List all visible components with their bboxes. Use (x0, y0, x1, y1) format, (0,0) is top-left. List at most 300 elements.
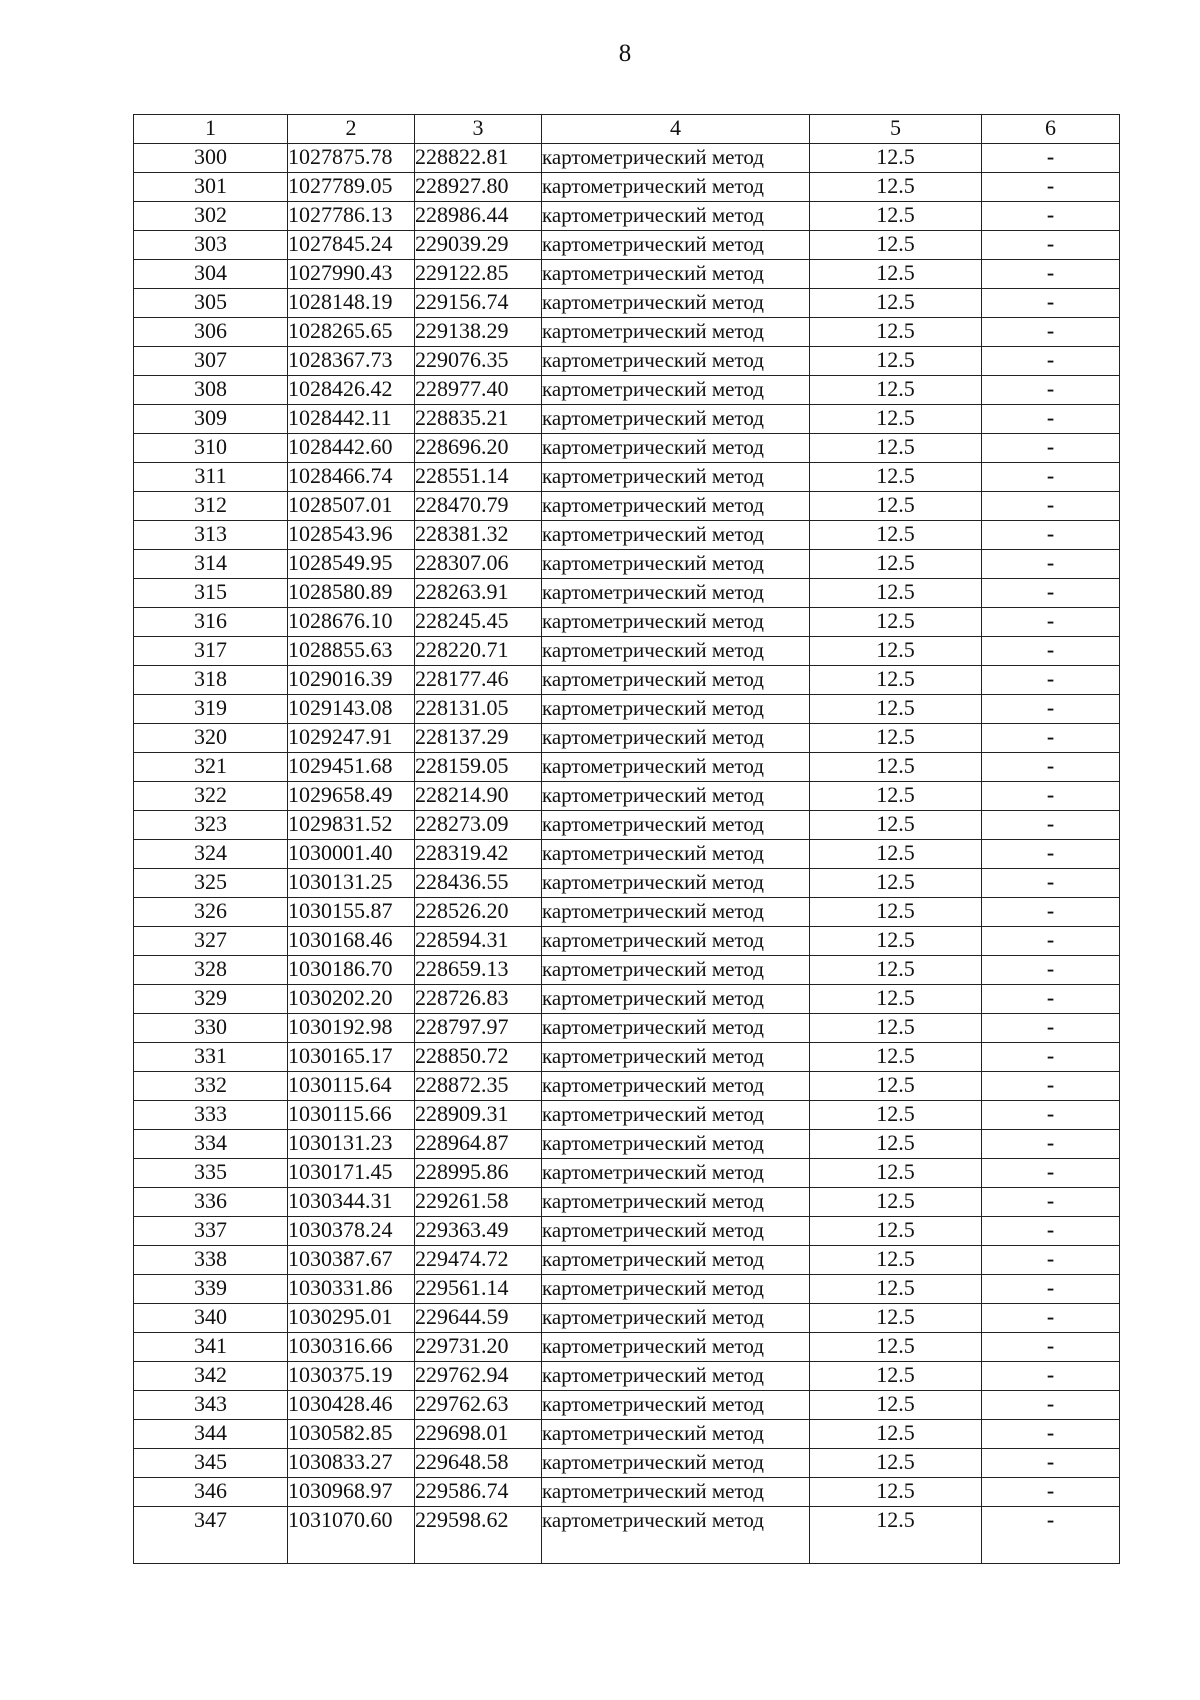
accuracy-cell: 12.5 (810, 1159, 982, 1188)
point-number-cell: 345 (134, 1449, 288, 1478)
accuracy-cell: 12.5 (810, 898, 982, 927)
y-coordinate-cell: 229698.01 (415, 1420, 542, 1449)
table-row (134, 463, 1120, 492)
method-cell: картометрический метод (542, 289, 810, 318)
note-cell: - (982, 202, 1120, 231)
method-cell: картометрический метод (542, 318, 810, 347)
y-coordinate-cell: 229648.58 (415, 1449, 542, 1478)
point-number-cell: 318 (134, 666, 288, 695)
accuracy-cell: 12.5 (810, 289, 982, 318)
accuracy-cell: 12.5 (810, 376, 982, 405)
point-number-cell: 317 (134, 637, 288, 666)
x-coordinate-cell: 1030582.85 (288, 1420, 415, 1449)
accuracy-cell: 12.5 (810, 1130, 982, 1159)
note-cell: - (982, 260, 1120, 289)
x-coordinate-cell: 1030171.45 (288, 1159, 415, 1188)
y-coordinate-cell: 228850.72 (415, 1043, 542, 1072)
table-row (134, 1159, 1120, 1188)
note-cell: - (982, 956, 1120, 985)
method-cell: картометрический метод (542, 1304, 810, 1333)
y-coordinate-cell: 228835.21 (415, 405, 542, 434)
note-cell: - (982, 1478, 1120, 1507)
accuracy-cell: 12.5 (810, 753, 982, 782)
y-coordinate-cell: 229076.35 (415, 347, 542, 376)
x-coordinate-cell: 1027875.78 (288, 144, 415, 173)
accuracy-cell: 12.5 (810, 927, 982, 956)
method-cell: картометрический метод (542, 144, 810, 173)
accuracy-cell: 12.5 (810, 869, 982, 898)
table-row (134, 173, 1120, 202)
y-coordinate-cell: 229762.94 (415, 1362, 542, 1391)
table-row (134, 260, 1120, 289)
note-cell: - (982, 405, 1120, 434)
note-cell: - (982, 347, 1120, 376)
point-number-cell: 327 (134, 927, 288, 956)
table-row (134, 1275, 1120, 1304)
y-coordinate-cell: 228214.90 (415, 782, 542, 811)
x-coordinate-cell: 1031070.60 (288, 1507, 415, 1564)
x-coordinate-cell: 1027786.13 (288, 202, 415, 231)
y-coordinate-cell: 229261.58 (415, 1188, 542, 1217)
point-number-cell: 343 (134, 1391, 288, 1420)
accuracy-cell: 12.5 (810, 782, 982, 811)
x-coordinate-cell: 1027845.24 (288, 231, 415, 260)
point-number-cell: 322 (134, 782, 288, 811)
table-row (134, 1101, 1120, 1130)
table-header-row (134, 115, 1120, 144)
accuracy-cell: 12.5 (810, 521, 982, 550)
y-coordinate-cell: 228381.32 (415, 521, 542, 550)
note-cell: - (982, 1043, 1120, 1072)
table-row (134, 347, 1120, 376)
table-row (134, 1333, 1120, 1362)
point-number-cell: 338 (134, 1246, 288, 1275)
x-coordinate-cell: 1028426.42 (288, 376, 415, 405)
note-cell: - (982, 144, 1120, 173)
accuracy-cell: 12.5 (810, 579, 982, 608)
method-cell: картометрический метод (542, 1333, 810, 1362)
y-coordinate-cell: 228436.55 (415, 869, 542, 898)
x-coordinate-cell: 1029451.68 (288, 753, 415, 782)
accuracy-cell: 12.5 (810, 695, 982, 724)
column-header-4: 4 (542, 115, 810, 144)
note-cell: - (982, 811, 1120, 840)
method-cell: картометрический метод (542, 927, 810, 956)
accuracy-cell: 12.5 (810, 1391, 982, 1420)
y-coordinate-cell: 229762.63 (415, 1391, 542, 1420)
method-cell: картометрический метод (542, 1101, 810, 1130)
note-cell: - (982, 1014, 1120, 1043)
accuracy-cell: 12.5 (810, 637, 982, 666)
table-row (134, 1072, 1120, 1101)
table-row (134, 434, 1120, 463)
x-coordinate-cell: 1029658.49 (288, 782, 415, 811)
point-number-cell: 307 (134, 347, 288, 376)
note-cell: - (982, 463, 1120, 492)
table-row (134, 1304, 1120, 1333)
table-row (134, 1130, 1120, 1159)
x-coordinate-cell: 1029831.52 (288, 811, 415, 840)
note-cell: - (982, 550, 1120, 579)
accuracy-cell: 12.5 (810, 1304, 982, 1333)
accuracy-cell: 12.5 (810, 1246, 982, 1275)
point-number-cell: 340 (134, 1304, 288, 1333)
method-cell: картометрический метод (542, 260, 810, 289)
accuracy-cell: 12.5 (810, 985, 982, 1014)
y-coordinate-cell: 228977.40 (415, 376, 542, 405)
method-cell: картометрический метод (542, 347, 810, 376)
x-coordinate-cell: 1028855.63 (288, 637, 415, 666)
table-row (134, 1391, 1120, 1420)
table-row (134, 1217, 1120, 1246)
y-coordinate-cell: 228470.79 (415, 492, 542, 521)
y-coordinate-cell: 228797.97 (415, 1014, 542, 1043)
y-coordinate-cell: 229474.72 (415, 1246, 542, 1275)
table-row (134, 318, 1120, 347)
method-cell: картометрический метод (542, 202, 810, 231)
table-row (134, 1362, 1120, 1391)
x-coordinate-cell: 1030001.40 (288, 840, 415, 869)
table-row (134, 1507, 1120, 1564)
accuracy-cell: 12.5 (810, 1217, 982, 1246)
y-coordinate-cell: 228159.05 (415, 753, 542, 782)
method-cell: картометрический метод (542, 521, 810, 550)
x-coordinate-cell: 1030833.27 (288, 1449, 415, 1478)
point-number-cell: 309 (134, 405, 288, 434)
method-cell: картометрический метод (542, 1507, 810, 1564)
method-cell: картометрический метод (542, 1159, 810, 1188)
method-cell: картометрический метод (542, 1420, 810, 1449)
accuracy-cell: 12.5 (810, 260, 982, 289)
accuracy-cell: 12.5 (810, 608, 982, 637)
point-number-cell: 321 (134, 753, 288, 782)
method-cell: картометрический метод (542, 1391, 810, 1420)
note-cell: - (982, 1449, 1120, 1478)
note-cell: - (982, 1275, 1120, 1304)
y-coordinate-cell: 228872.35 (415, 1072, 542, 1101)
y-coordinate-cell: 228927.80 (415, 173, 542, 202)
note-cell: - (982, 1217, 1120, 1246)
point-number-cell: 323 (134, 811, 288, 840)
x-coordinate-cell: 1028367.73 (288, 347, 415, 376)
point-number-cell: 344 (134, 1420, 288, 1449)
note-cell: - (982, 1188, 1120, 1217)
accuracy-cell: 12.5 (810, 811, 982, 840)
accuracy-cell: 12.5 (810, 666, 982, 695)
point-number-cell: 339 (134, 1275, 288, 1304)
y-coordinate-cell: 229156.74 (415, 289, 542, 318)
point-number-cell: 334 (134, 1130, 288, 1159)
column-header-5: 5 (810, 115, 982, 144)
accuracy-cell: 12.5 (810, 202, 982, 231)
note-cell: - (982, 666, 1120, 695)
table-row (134, 869, 1120, 898)
note-cell: - (982, 434, 1120, 463)
x-coordinate-cell: 1030131.25 (288, 869, 415, 898)
point-number-cell: 331 (134, 1043, 288, 1072)
accuracy-cell: 12.5 (810, 434, 982, 463)
page-number: 8 (618, 40, 632, 67)
table-body (134, 144, 1120, 1564)
column-header-3: 3 (415, 115, 542, 144)
method-cell: картометрический метод (542, 492, 810, 521)
point-number-cell: 325 (134, 869, 288, 898)
x-coordinate-cell: 1028442.11 (288, 405, 415, 434)
point-number-cell: 319 (134, 695, 288, 724)
accuracy-cell: 12.5 (810, 318, 982, 347)
point-number-cell: 342 (134, 1362, 288, 1391)
point-number-cell: 335 (134, 1159, 288, 1188)
table-row (134, 1449, 1120, 1478)
point-number-cell: 329 (134, 985, 288, 1014)
method-cell: картометрический метод (542, 434, 810, 463)
x-coordinate-cell: 1030295.01 (288, 1304, 415, 1333)
table-row (134, 144, 1120, 173)
accuracy-cell: 12.5 (810, 144, 982, 173)
point-number-cell: 311 (134, 463, 288, 492)
method-cell: картометрический метод (542, 637, 810, 666)
method-cell: картометрический метод (542, 1449, 810, 1478)
table-row (134, 811, 1120, 840)
table-row (134, 579, 1120, 608)
x-coordinate-cell: 1028676.10 (288, 608, 415, 637)
note-cell: - (982, 1333, 1120, 1362)
method-cell: картометрический метод (542, 869, 810, 898)
table-row (134, 956, 1120, 985)
coordinates-table (133, 114, 1120, 1564)
y-coordinate-cell: 228726.83 (415, 985, 542, 1014)
method-cell: картометрический метод (542, 608, 810, 637)
point-number-cell: 306 (134, 318, 288, 347)
y-coordinate-cell: 229586.74 (415, 1478, 542, 1507)
x-coordinate-cell: 1030378.24 (288, 1217, 415, 1246)
table-row (134, 1246, 1120, 1275)
note-cell: - (982, 898, 1120, 927)
x-coordinate-cell: 1030387.67 (288, 1246, 415, 1275)
point-number-cell: 324 (134, 840, 288, 869)
y-coordinate-cell: 228659.13 (415, 956, 542, 985)
x-coordinate-cell: 1030316.66 (288, 1333, 415, 1362)
method-cell: картометрический метод (542, 985, 810, 1014)
y-coordinate-cell: 229598.62 (415, 1507, 542, 1564)
point-number-cell: 332 (134, 1072, 288, 1101)
method-cell: картометрический метод (542, 811, 810, 840)
y-coordinate-cell: 229561.14 (415, 1275, 542, 1304)
method-cell: картометрический метод (542, 1275, 810, 1304)
table-row (134, 492, 1120, 521)
method-cell: картометрический метод (542, 840, 810, 869)
y-coordinate-cell: 228986.44 (415, 202, 542, 231)
table-row (134, 753, 1120, 782)
method-cell: картометрический метод (542, 782, 810, 811)
point-number-cell: 312 (134, 492, 288, 521)
point-number-cell: 330 (134, 1014, 288, 1043)
x-coordinate-cell: 1030331.86 (288, 1275, 415, 1304)
method-cell: картометрический метод (542, 1188, 810, 1217)
note-cell: - (982, 1391, 1120, 1420)
y-coordinate-cell: 228319.42 (415, 840, 542, 869)
accuracy-cell: 12.5 (810, 1188, 982, 1217)
table-row (134, 840, 1120, 869)
method-cell: картометрический метод (542, 695, 810, 724)
x-coordinate-cell: 1030202.20 (288, 985, 415, 1014)
table-row (134, 898, 1120, 927)
point-number-cell: 328 (134, 956, 288, 985)
y-coordinate-cell: 229731.20 (415, 1333, 542, 1362)
method-cell: картометрический метод (542, 666, 810, 695)
method-cell: картометрический метод (542, 1362, 810, 1391)
table-row (134, 1478, 1120, 1507)
x-coordinate-cell: 1030168.46 (288, 927, 415, 956)
x-coordinate-cell: 1030165.17 (288, 1043, 415, 1072)
x-coordinate-cell: 1028442.60 (288, 434, 415, 463)
note-cell: - (982, 1072, 1120, 1101)
x-coordinate-cell: 1030968.97 (288, 1478, 415, 1507)
table-row (134, 1188, 1120, 1217)
accuracy-cell: 12.5 (810, 492, 982, 521)
method-cell: картометрический метод (542, 898, 810, 927)
note-cell: - (982, 1246, 1120, 1275)
y-coordinate-cell: 228696.20 (415, 434, 542, 463)
x-coordinate-cell: 1030186.70 (288, 956, 415, 985)
point-number-cell: 314 (134, 550, 288, 579)
note-cell: - (982, 1362, 1120, 1391)
point-number-cell: 315 (134, 579, 288, 608)
x-coordinate-cell: 1029143.08 (288, 695, 415, 724)
note-cell: - (982, 1304, 1120, 1333)
y-coordinate-cell: 228526.20 (415, 898, 542, 927)
accuracy-cell: 12.5 (810, 1101, 982, 1130)
note-cell: - (982, 521, 1120, 550)
accuracy-cell: 12.5 (810, 1507, 982, 1564)
note-cell: - (982, 231, 1120, 260)
method-cell: картометрический метод (542, 1217, 810, 1246)
y-coordinate-cell: 228131.05 (415, 695, 542, 724)
note-cell: - (982, 318, 1120, 347)
accuracy-cell: 12.5 (810, 840, 982, 869)
y-coordinate-cell: 228245.45 (415, 608, 542, 637)
y-coordinate-cell: 229138.29 (415, 318, 542, 347)
table-row (134, 376, 1120, 405)
y-coordinate-cell: 228995.86 (415, 1159, 542, 1188)
method-cell: картометрический метод (542, 173, 810, 202)
accuracy-cell: 12.5 (810, 347, 982, 376)
x-coordinate-cell: 1028265.65 (288, 318, 415, 347)
accuracy-cell: 12.5 (810, 173, 982, 202)
method-cell: картометрический метод (542, 463, 810, 492)
method-cell: картометрический метод (542, 1478, 810, 1507)
y-coordinate-cell: 228220.71 (415, 637, 542, 666)
point-number-cell: 346 (134, 1478, 288, 1507)
table-row (134, 724, 1120, 753)
point-number-cell: 333 (134, 1101, 288, 1130)
table-row (134, 782, 1120, 811)
accuracy-cell: 12.5 (810, 463, 982, 492)
method-cell: картометрический метод (542, 753, 810, 782)
accuracy-cell: 12.5 (810, 1420, 982, 1449)
y-coordinate-cell: 228551.14 (415, 463, 542, 492)
accuracy-cell: 12.5 (810, 1449, 982, 1478)
method-cell: картометрический метод (542, 956, 810, 985)
note-cell: - (982, 1159, 1120, 1188)
note-cell: - (982, 724, 1120, 753)
x-coordinate-cell: 1027990.43 (288, 260, 415, 289)
y-coordinate-cell: 228307.06 (415, 550, 542, 579)
table-row (134, 521, 1120, 550)
x-coordinate-cell: 1028507.01 (288, 492, 415, 521)
note-cell: - (982, 579, 1120, 608)
accuracy-cell: 12.5 (810, 405, 982, 434)
note-cell: - (982, 1420, 1120, 1449)
table-row (134, 985, 1120, 1014)
column-header-1: 1 (134, 115, 288, 144)
note-cell: - (982, 637, 1120, 666)
x-coordinate-cell: 1028580.89 (288, 579, 415, 608)
accuracy-cell: 12.5 (810, 550, 982, 579)
accuracy-cell: 12.5 (810, 1362, 982, 1391)
note-cell: - (982, 492, 1120, 521)
table-row (134, 550, 1120, 579)
column-header-2: 2 (288, 115, 415, 144)
table-row (134, 666, 1120, 695)
note-cell: - (982, 869, 1120, 898)
point-number-cell: 305 (134, 289, 288, 318)
point-number-cell: 308 (134, 376, 288, 405)
method-cell: картометрический метод (542, 231, 810, 260)
note-cell: - (982, 608, 1120, 637)
note-cell: - (982, 289, 1120, 318)
point-number-cell: 347 (134, 1507, 288, 1564)
method-cell: картометрический метод (542, 376, 810, 405)
x-coordinate-cell: 1030344.31 (288, 1188, 415, 1217)
note-cell: - (982, 1507, 1120, 1564)
y-coordinate-cell: 228273.09 (415, 811, 542, 840)
table-row (134, 637, 1120, 666)
table-row (134, 289, 1120, 318)
note-cell: - (982, 695, 1120, 724)
y-coordinate-cell: 229039.29 (415, 231, 542, 260)
y-coordinate-cell: 228822.81 (415, 144, 542, 173)
x-coordinate-cell: 1030155.87 (288, 898, 415, 927)
note-cell: - (982, 782, 1120, 811)
method-cell: картометрический метод (542, 405, 810, 434)
x-coordinate-cell: 1030115.66 (288, 1101, 415, 1130)
y-coordinate-cell: 228263.91 (415, 579, 542, 608)
point-number-cell: 336 (134, 1188, 288, 1217)
method-cell: картометрический метод (542, 1014, 810, 1043)
table-row (134, 1420, 1120, 1449)
y-coordinate-cell: 229644.59 (415, 1304, 542, 1333)
point-number-cell: 302 (134, 202, 288, 231)
table-row (134, 231, 1120, 260)
accuracy-cell: 12.5 (810, 1043, 982, 1072)
table-row (134, 695, 1120, 724)
method-cell: картометрический метод (542, 550, 810, 579)
x-coordinate-cell: 1028148.19 (288, 289, 415, 318)
table-row (134, 608, 1120, 637)
y-coordinate-cell: 228177.46 (415, 666, 542, 695)
x-coordinate-cell: 1030428.46 (288, 1391, 415, 1420)
point-number-cell: 304 (134, 260, 288, 289)
y-coordinate-cell: 229363.49 (415, 1217, 542, 1246)
y-coordinate-cell: 228137.29 (415, 724, 542, 753)
table-row (134, 405, 1120, 434)
point-number-cell: 310 (134, 434, 288, 463)
point-number-cell: 300 (134, 144, 288, 173)
table-row (134, 927, 1120, 956)
table-row (134, 202, 1120, 231)
accuracy-cell: 12.5 (810, 231, 982, 260)
